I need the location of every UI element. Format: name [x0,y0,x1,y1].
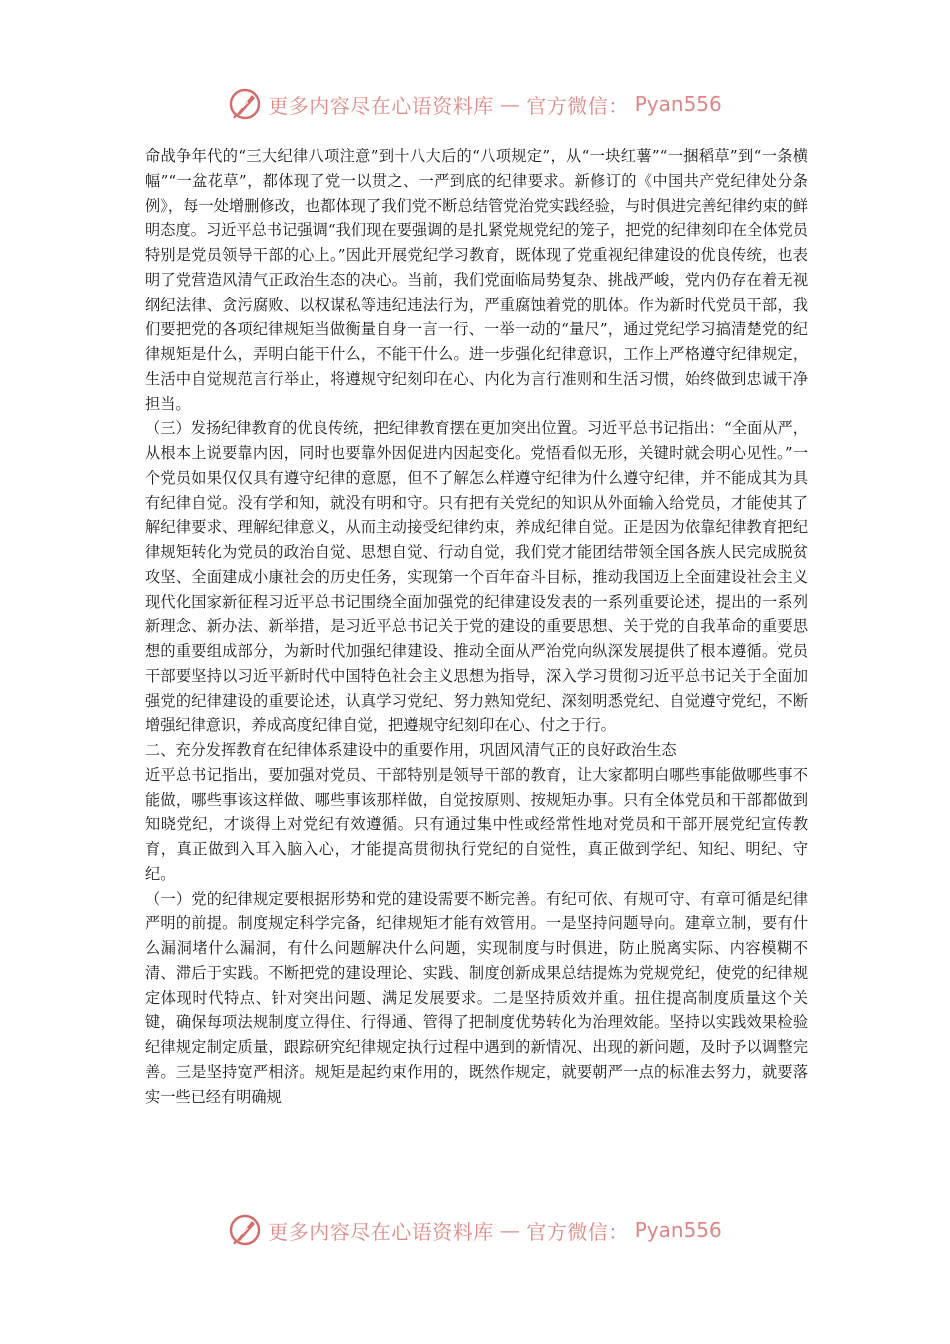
quill-pen-logo-icon [228,1213,262,1247]
banner-account-label: 官方微信： [526,1219,629,1244]
banner-slogan: 更多内容尽在心语资料库 [268,93,494,118]
banner-account-label: 官方微信： [526,93,629,118]
body-paragraph: 命战争年代的“三大纪律八项注意”到十八大后的“八项规定”，从“一块红薯”“一捆稻草”到“一条横幅”“一盆花草”，都体现了党一以贯之、一严到底的纪律要求。新修订的《中国共产党纪律处分条例》，每一处增删修改，也都体现了我们党不断总结管党治党实践经验，与时俱进完善纪律约束的鲜明态度。习近平总书记强调“我们现在要强调的是扎紧党规党纪的笼子，把党的纪律刻印在全体党员特别是党员领导干部的心上。”因此开展党纪学习教育，既体现了党重视纪律建设的优良传统，也表明了党营造风清气正政治生态的决心。当前，我们党面临局势复杂、挑战严峻，党内仍存在着无视纲纪法律、贪污腐败、以权谋私等违纪违法行为，严重腐蚀着党的肌体。作为新时代党员干部，我们要把党的各项纪律规矩当做衡量自身一言一行、一举一动的“量尺”，通过党纪学习搞清楚党的纪律规矩是什么，弄明白能干什么，不能干什么。进一步强化纪律意识，工作上严格遵守纪律规定，生活中自觉规范言行举止，将遵规守纪刻印在心、内化为言行准则和生活习惯，始终做到忠诚干净担当。 [145,147,808,413]
banner-account-id: Pyan556 [634,92,722,116]
banner-dash: — [499,92,521,116]
section-heading: 二、充分发挥教育在纪律体系建设中的重要作用，巩固风清气正的良好政治生态 [145,741,677,759]
quill-pen-logo-icon [228,87,262,121]
body-paragraph: （一）党的纪律规定要根据形势和党的建设需要不断完善。有纪可依、有规可守、有章可循是纪律严明的前提。制度规定科学完备，纪律规矩才能有效管用。一是坚持问题导向。建章立制，要有什么漏洞堵什么漏洞，有什么问题解决什么问题，实现制度与时俱进，防止脱离实际、内容模糊不清、滞后于实践。不断把党的建设理论、实践、制度创新成果总结提炼为党规党纪，使党的纪律规定体现时代特点、针对突出问题、满足发展要求。二是坚持质效并重。扭住提高制度质量这个关键，确保每项法规制度立得住、行得通、管得了把制度优势转化为治理效能。坚持以实践效果检验纪律规定制定质量，跟踪研究纪律规定执行过程中遇到的新情况、出现的新问题，及时予以调整完善。三是坚持宽严相济。规矩是起约束作用的，既然作规定，就要朝严一点的标准去努力，就要落实一些已经有明确规 [145,889,808,1106]
banner-dash: — [499,1218,521,1242]
body-paragraph: （三）发扬纪律教育的优良传统，把纪律教育摆在更加突出位置。习近平总书记指出：“全面从严，从根本上说要靠内因，同时也要靠外因促进内因起变化。党悟看似无形，关键时就会明心见性。”一个党员如果仅仅具有遵守纪律的意愿，但不了解怎么样遵守纪律为什么遵守纪律，并不能成其为具有纪律自觉。没有学和知，就没有明和守。只有把有关党纪的知识从外面输入给党员，才能使其了解纪律要求、理解纪律意义，从而主动接受纪律约束，养成纪律自觉。正是因为依靠纪律教育把纪律规矩转化为党员的政治自觉、思想自觉、行动自觉，我们党才能团结带领全国各族人民完成脱贫攻坚、全面建成小康社会的历史任务，实现第一个百年奋斗目标，推动我国迈上全面建设社会主义现代化国家新征程习近平总书记围绕全面加强党的纪律建设发表的一系列重要论述，提出的一系列新理念、新办法、新举措，是习近平总书记关于党的建设的重要思想、关于党的自我革命的重要思想的重要组成部分，为新时代加强纪律建设、推动全面从严治党向纵深发展提供了根本遵循。党员干部要坚持以习近平新时代中国特色社会主义思想为指导，深入学习贯彻习近平总书记关于全面加强党的纪律建设的重要论述，认真学习党纪、努力熟知党纪、深刻明悉党纪、自觉遵守党纪，不断增强纪律意识，养成高度纪律自觉，把遵规守纪刻印在心、付之于行。 [145,419,808,735]
banner-slogan: 更多内容尽在心语资料库 [268,1219,494,1244]
document-body [145,144,808,1109]
body-paragraph: 近平总书记指出，要加强对党员、干部特别是领导干部的教育，让大家都明白哪些事能做哪些事不能做，哪些事该这样做、哪些事该那样做，自觉按原则、按规矩办事。只有全体党员和干部都做到知晓党纪，才谈得上对党纪有效遵循。只有通过集中性或经常性地对党员和干部开展党纪宣传教育，真正做到入耳入脑入心，才能提高贯彻执行党纪的自觉性，真正做到学纪、知纪、明纪、守纪。 [145,765,808,883]
header-banner [0,84,950,124]
footer-banner [0,1210,950,1250]
banner-account-id: Pyan556 [634,1218,722,1242]
